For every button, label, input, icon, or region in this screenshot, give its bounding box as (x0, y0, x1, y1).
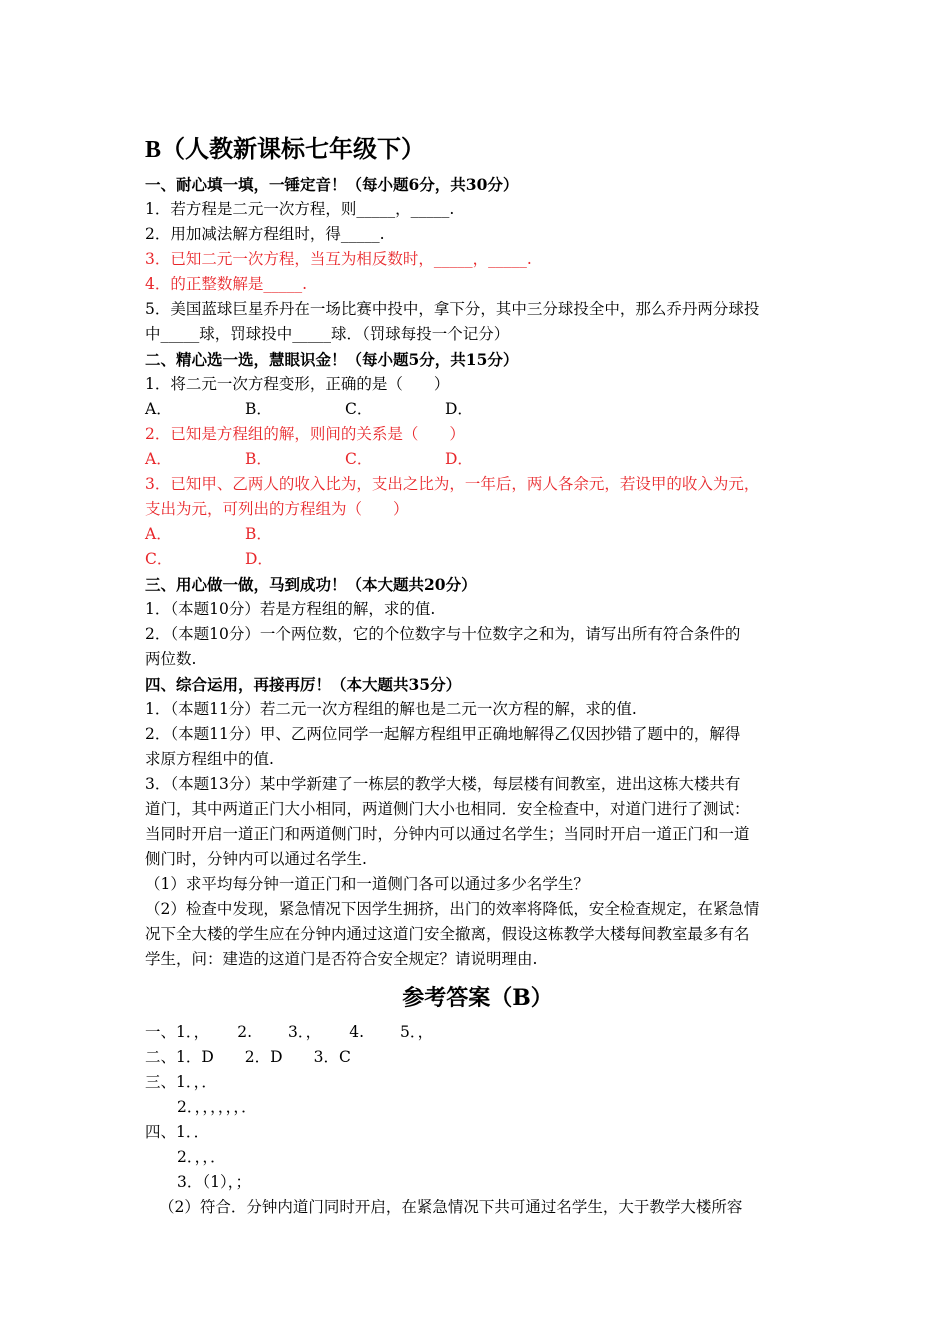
option-a: A． (145, 450, 172, 468)
option-d: D． (445, 450, 473, 468)
option-b: B． (245, 525, 272, 543)
question-2-3-line2: 支出为元，可列出的方程组为（ ） (145, 500, 409, 518)
section-heading-3: 三、用心做一做，马到成功！（本大题共20分） (145, 575, 477, 594)
question-3-1: 1．（本题10分）若是方程组的解，求的值. (145, 600, 436, 618)
question-4-3-line1: 3．（本题13分）某中学新建了一栋层的教学大楼，每层楼有间教室，进出这栋大楼共有 (145, 775, 741, 793)
question-1-5-line2: 中_____球，罚球投中_____球．（罚球每投一个记分） (145, 325, 510, 343)
question-1-1: 1．若方程是二元一次方程，则_____，_____. (145, 200, 455, 218)
question-1-3: 3．已知二元一次方程，当互为相反数时，_____，_____. (145, 250, 532, 268)
question-4-1: 1．（本题11分）若二元一次方程组的解也是二元一次方程的解，求的值. (145, 700, 637, 718)
question-2-2: 2．已知是方程组的解，则间的关系是（ ） (145, 425, 465, 443)
question-4-3-sub1: （1）求平均每分钟一道正门和一道侧门各可以通过多少名学生？ (145, 875, 589, 893)
answer-part1: 一、1．， 2. 3．， 4. 5．， (145, 1023, 434, 1041)
option-a: A． (145, 525, 172, 543)
question-2-2-options (145, 447, 810, 472)
question-4-3-line2: 道门，其中两道正门大小相同，两道侧门大小也相同．安全检查中，对道门进行了测试： (145, 800, 750, 818)
option-c: C． (345, 400, 373, 418)
question-4-3-line4: 侧门时，分钟内可以通过名学生. (145, 850, 367, 868)
question-4-3-sub2-line3: 学生，问：建造的这道门是否符合安全规定？请说明理由. (145, 950, 538, 968)
question-2-3-options-row2 (145, 547, 810, 572)
section-heading-1: 一、耐心填一填，一锤定音！（每小题6分，共30分） (145, 175, 519, 194)
section-heading-4: 四、综合运用，再接再厉！（本大题共35分） (145, 675, 462, 694)
answer-part3-1: 三、1．，． (145, 1073, 217, 1091)
option-d: D． (445, 400, 473, 418)
option-b: B． (245, 450, 272, 468)
option-b: B． (245, 400, 272, 418)
question-4-2-line2: 求原方程组中的值. (145, 750, 274, 768)
answers-title: 参考答案（B） (402, 985, 553, 1011)
question-4-2-line1: 2．（本题11分）甲、乙两位同学一起解方程组甲正确地解得乙仅因抄错了题中的，解得 (145, 725, 741, 743)
document-title: B（人教新课标七年级下） (145, 137, 426, 163)
question-4-3-line3: 当同时开启一道正门和两道侧门时，分钟内可以通过名学生；当同时开启一道正门和一道 (145, 825, 750, 843)
question-2-1: 1．将二元一次方程变形，正确的是（ ） (145, 375, 450, 393)
answer-part4-3-2: （2）符合．分钟内道门同时开启，在紧急情况下共可通过名学生，大于教学大楼所容 (159, 1198, 743, 1216)
question-1-4: 4．的正整数解是_____. (145, 275, 308, 293)
answer-part3-2: 2．，，，，，，． (177, 1098, 257, 1116)
question-1-5-line1: 5．美国蓝球巨星乔丹在一场比赛中投中，拿下分，其中三分球投全中，那么乔丹两分球投 (145, 300, 760, 318)
question-2-3-options-row1 (145, 522, 810, 547)
answer-part4-2: 2．，，． (177, 1148, 226, 1166)
answer-part4-1: 四、1．． (145, 1123, 210, 1141)
option-a: A． (145, 400, 172, 418)
option-c: C． (145, 550, 173, 568)
answer-part2: 二、1．D 2．D 3．C (145, 1048, 351, 1066)
question-3-2-line1: 2．（本题10分）一个两位数，它的个位数字与十位数字之和为，请写出所有符合条件的 (145, 625, 741, 643)
option-c: C． (345, 450, 373, 468)
question-1-2: 2．用加减法解方程组时，得_____. (145, 225, 385, 243)
question-4-3-sub2-line2: 况下全大楼的学生应在分钟内通过这道门安全撤离，假设这栋教学大楼每间教室最多有名 (145, 925, 750, 943)
answer-part4-3-1: 3．（1），； (177, 1173, 251, 1191)
option-d: D． (245, 550, 273, 568)
question-2-1-options (145, 397, 810, 422)
document-page (145, 130, 810, 1220)
question-2-3-line1: 3．已知甲、乙两人的收入比为，支出之比为，一年后，两人各余元，若设甲的收入为元， (145, 475, 760, 493)
section-heading-2: 二、精心选一选，慧眼识金！（每小题5分，共15分） (145, 350, 519, 369)
question-4-3-sub2-line1: （2）检查中发现，紧急情况下因学生拥挤，出门的效率将降低，安全检查规定，在紧急情 (145, 900, 760, 918)
question-3-2-line2: 两位数. (145, 650, 197, 668)
